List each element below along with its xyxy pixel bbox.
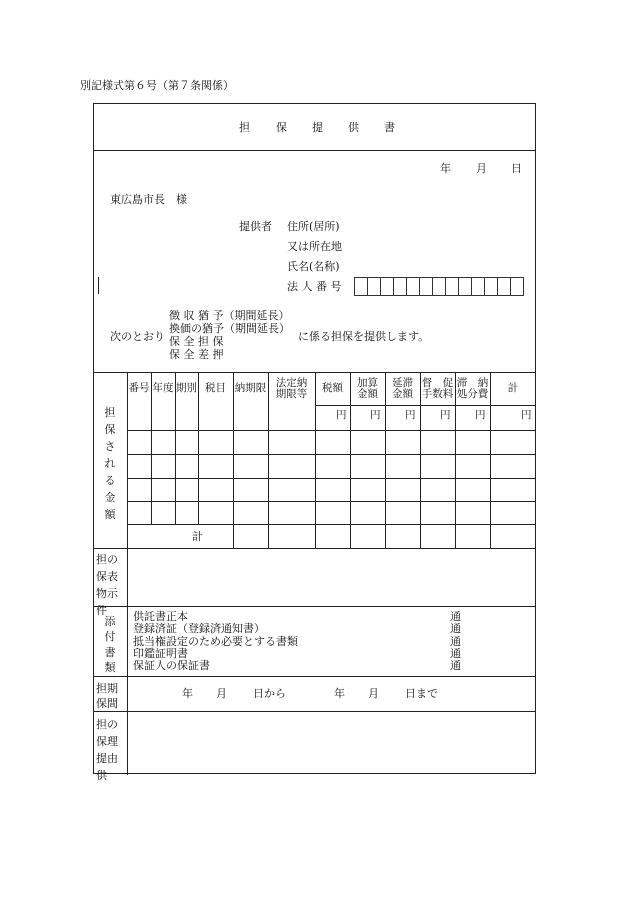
purpose-lead: 次のとおり — [110, 330, 165, 343]
provider-address-alt-label: 又は所在地 — [287, 240, 342, 253]
digit-box[interactable] — [380, 277, 394, 296]
period-from-year: 年 — [182, 687, 193, 700]
digit-box[interactable] — [354, 277, 368, 296]
attachment-item: 印鑑証明書 — [133, 646, 188, 660]
attachment-item: 登録済証（登録済通知書） — [133, 622, 265, 636]
period-side-label: 担期 保間 — [96, 682, 118, 711]
col-header-due-date: 納期限 — [234, 382, 267, 395]
period-to-year: 年 — [334, 687, 345, 700]
corp-number-label: 法 人 番 号 — [287, 280, 342, 293]
provider-address-label: 住所(居所) — [287, 220, 340, 233]
attachment-unit: 通 — [450, 634, 461, 648]
attachment-item: 供託書正本 — [133, 610, 188, 623]
digit-box[interactable] — [471, 277, 485, 296]
col-header-delinquency-amount: 延滞 金額 — [392, 376, 413, 400]
provider-label: 提供者 — [239, 220, 272, 233]
attachments-side-label: 添 付 書 類 — [104, 615, 116, 675]
col-header-tax-amount: 税額 — [322, 382, 343, 395]
col-header-reminder-fee: 督 促 手数料 — [421, 376, 454, 400]
col-header-fiscal-year: 年度 — [152, 382, 174, 395]
reason-side-label: 担の 保理 提由 供 — [96, 718, 118, 783]
divider — [93, 606, 536, 607]
date-month-label: 月 — [476, 162, 487, 175]
margin-mark — [98, 277, 99, 294]
yen-unit: 円 — [370, 409, 381, 421]
attachment-item: 抵当権設定のため必要とする書類 — [133, 634, 298, 648]
divider — [93, 150, 536, 151]
digit-box[interactable] — [419, 277, 433, 296]
attachment-unit: 通 — [450, 622, 461, 636]
purpose-option: 保 全 差 押 — [169, 347, 224, 361]
col-header-number: 番号 — [128, 382, 150, 395]
divider — [93, 548, 536, 549]
purpose-options — [169, 310, 290, 362]
col-header-disposition-cost: 滞 納 処分費 — [456, 376, 489, 400]
yen-unit: 円 — [521, 409, 532, 421]
yen-unit: 円 — [475, 409, 486, 421]
period-to-month: 月 — [368, 687, 379, 700]
digit-box[interactable] — [367, 277, 381, 296]
title-char: 提 — [312, 121, 323, 134]
title-char: 供 — [348, 121, 359, 134]
col-header-total: 計 — [507, 382, 519, 395]
attachment-unit: 通 — [450, 610, 461, 623]
date-day-label: 日 — [511, 162, 522, 175]
purpose-option: 換価の猶予（期間延長） — [169, 321, 290, 335]
title-char: 保 — [276, 121, 287, 134]
collateral-display-side-label: 担の 保表 物示 件 — [96, 553, 118, 618]
divider — [93, 676, 536, 677]
attachment-unit: 通 — [450, 659, 461, 673]
title-char: 書 — [384, 121, 395, 134]
digit-box[interactable] — [432, 277, 446, 296]
total-row-label: 計 — [192, 529, 203, 543]
attachment-list — [133, 611, 298, 673]
addressee: 東広島市長 様 — [110, 193, 187, 206]
digit-box[interactable] — [510, 277, 524, 296]
period-from-day: 日から — [253, 687, 286, 700]
purpose-tail: に係る担保を提供します。 — [298, 330, 430, 343]
digit-box[interactable] — [458, 277, 472, 296]
col-header-tax-item: 税目 — [205, 382, 226, 395]
yen-unit: 円 — [336, 409, 347, 421]
form-number: 別記様式第６号（第７条関係） — [80, 79, 234, 92]
col-header-period: 期別 — [176, 382, 197, 395]
divider — [93, 711, 536, 712]
digit-box[interactable] — [406, 277, 420, 296]
col-header-additional-amount: 加算 金額 — [357, 376, 378, 400]
period-to-day: 日まで — [405, 687, 438, 700]
attachment-item: 保証人の保証書 — [133, 659, 210, 673]
digit-box[interactable] — [497, 277, 511, 296]
yen-unit: 円 — [440, 409, 451, 421]
purpose-option: 保 全 担 保 — [169, 334, 224, 348]
secured-amount-side-label: 担 保 さ れ る 金 額 — [104, 406, 116, 522]
col-header-statutory-due: 法定納 期限等 — [275, 376, 308, 400]
attachment-unit: 通 — [450, 646, 461, 660]
attachment-units — [450, 611, 461, 673]
title-char: 担 — [239, 121, 250, 134]
date-year-label: 年 — [440, 162, 451, 175]
digit-box[interactable] — [393, 277, 407, 296]
period-from-month: 月 — [216, 687, 227, 700]
provider-name-label: 氏名(名称) — [287, 260, 340, 273]
purpose-option: 徴 収 猶 予（期間延長） — [169, 309, 290, 322]
yen-unit: 円 — [405, 409, 416, 421]
digit-box[interactable] — [445, 277, 459, 296]
digit-box[interactable] — [484, 277, 498, 296]
side-column-divider — [127, 372, 128, 775]
